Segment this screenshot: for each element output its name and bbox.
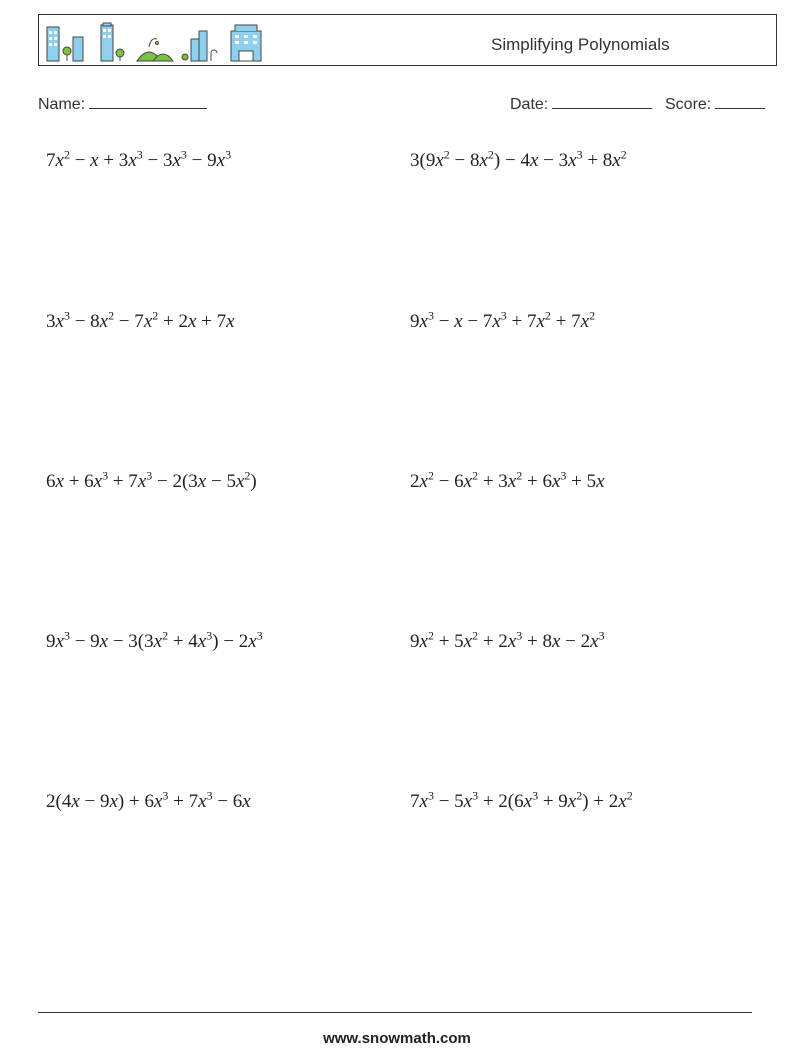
problem-5 bbox=[46, 468, 257, 493]
exponent: 2 bbox=[620, 147, 627, 162]
term-text: + 7 bbox=[550, 311, 581, 332]
term-text: + 7 bbox=[196, 311, 227, 332]
problem-7 bbox=[46, 628, 263, 653]
exponent: 2 bbox=[427, 628, 434, 643]
exponent: 2 bbox=[576, 788, 583, 803]
variable: x bbox=[71, 791, 80, 812]
variable: x bbox=[216, 150, 226, 171]
term-text: + 8 bbox=[582, 150, 613, 171]
problem-10 bbox=[410, 788, 633, 813]
city-buildings-icon bbox=[45, 21, 265, 63]
variable: x bbox=[153, 791, 163, 812]
term-text: 2 bbox=[410, 471, 420, 492]
variable: x bbox=[197, 471, 207, 492]
term-text: 9 bbox=[46, 631, 56, 652]
exponent: 2 bbox=[589, 308, 596, 323]
term-text: − bbox=[69, 150, 91, 171]
term-text: − 9 bbox=[79, 791, 110, 812]
exponent: 3 bbox=[63, 628, 70, 643]
term-text: 9 bbox=[410, 631, 420, 652]
exponent: 3 bbox=[102, 468, 109, 483]
term-text: − 7 bbox=[114, 311, 144, 332]
variable: x bbox=[536, 311, 545, 332]
exponent: 2 bbox=[516, 468, 523, 483]
term-text: + 2(6 bbox=[478, 791, 524, 812]
variable: x bbox=[551, 471, 561, 492]
term-text: + 3 bbox=[478, 471, 508, 492]
variable: x bbox=[419, 791, 428, 812]
exponent: 2 bbox=[472, 628, 479, 643]
term-text: − 9 bbox=[186, 150, 217, 171]
name-label: Name: bbox=[38, 96, 86, 113]
exponent: 2 bbox=[544, 308, 551, 323]
worksheet-title: Simplifying Polynomials bbox=[491, 35, 670, 54]
exponent: 3 bbox=[598, 628, 605, 643]
variable: x bbox=[590, 631, 599, 652]
variable: x bbox=[99, 631, 109, 652]
term-text: − 6 bbox=[212, 791, 243, 812]
variable: x bbox=[187, 311, 197, 332]
exponent: 3 bbox=[180, 147, 187, 162]
term-text: − 2(3 bbox=[152, 471, 198, 492]
term-text: − 8 bbox=[69, 311, 100, 332]
variable: x bbox=[419, 471, 428, 492]
term-text: ) + 2 bbox=[582, 791, 619, 812]
variable: x bbox=[55, 631, 64, 652]
term-text: − 2 bbox=[560, 631, 591, 652]
term-text: 3(9 bbox=[410, 150, 436, 171]
score-label: Score: bbox=[665, 96, 712, 113]
variable: x bbox=[479, 150, 488, 171]
date-blank[interactable] bbox=[552, 94, 652, 109]
variable: x bbox=[55, 471, 64, 492]
worksheet-header bbox=[38, 14, 777, 66]
term-text: − bbox=[433, 311, 455, 332]
exponent: 2 bbox=[443, 147, 450, 162]
problem-2 bbox=[410, 147, 627, 172]
term-text: + 3 bbox=[98, 150, 129, 171]
term-text: + 6 bbox=[522, 471, 552, 492]
term-text: + 7 bbox=[108, 471, 138, 492]
problem-4 bbox=[410, 308, 596, 333]
variable: x bbox=[99, 311, 109, 332]
term-text: + 7 bbox=[168, 791, 199, 812]
term-text: 7 bbox=[410, 791, 420, 812]
variable: x bbox=[172, 150, 181, 171]
term-text: − 8 bbox=[449, 150, 480, 171]
term-text: 7 bbox=[46, 150, 56, 171]
variable: x bbox=[419, 631, 428, 652]
term-text: − 3 bbox=[538, 150, 569, 171]
variable: x bbox=[198, 791, 207, 812]
exponent: 2 bbox=[162, 628, 169, 643]
variable: x bbox=[580, 311, 590, 332]
term-text: − 9 bbox=[69, 631, 100, 652]
term-text: + 5 bbox=[566, 471, 597, 492]
exponent: 3 bbox=[206, 788, 213, 803]
exponent: 2 bbox=[244, 468, 251, 483]
variable: x bbox=[248, 631, 257, 652]
exponent: 2 bbox=[63, 147, 70, 162]
term-text: + 2 bbox=[158, 311, 188, 332]
term-text: 2(4 bbox=[46, 791, 72, 812]
variable: x bbox=[235, 471, 245, 492]
exponent: 3 bbox=[206, 628, 213, 643]
exponent: 3 bbox=[225, 147, 232, 162]
variable: x bbox=[568, 150, 577, 171]
variable: x bbox=[435, 150, 444, 171]
exponent: 2 bbox=[626, 788, 633, 803]
variable: x bbox=[523, 791, 533, 812]
exponent: 3 bbox=[427, 308, 434, 323]
variable: x bbox=[55, 150, 64, 171]
term-text: 9 bbox=[410, 311, 420, 332]
exponent: 2 bbox=[108, 308, 115, 323]
variable: x bbox=[529, 150, 539, 171]
exponent: 2 bbox=[487, 147, 494, 162]
variable: x bbox=[242, 791, 251, 812]
problem-8 bbox=[410, 628, 605, 653]
score-blank[interactable] bbox=[715, 94, 765, 109]
variable: x bbox=[463, 471, 473, 492]
variable: x bbox=[197, 631, 207, 652]
variable: x bbox=[567, 791, 577, 812]
variable: x bbox=[463, 631, 473, 652]
term-text: 6 bbox=[46, 471, 56, 492]
exponent: 3 bbox=[256, 628, 263, 643]
variable: x bbox=[507, 631, 517, 652]
variable: x bbox=[551, 631, 561, 652]
footer-url[interactable]: www.snowmath.com bbox=[323, 1030, 471, 1047]
variable: x bbox=[90, 150, 99, 171]
term-text: ) + 6 bbox=[117, 791, 154, 812]
exponent: 3 bbox=[472, 788, 479, 803]
problem-3 bbox=[46, 308, 235, 333]
exponent: 3 bbox=[500, 308, 507, 323]
exponent: 3 bbox=[63, 308, 70, 323]
term-text: + 7 bbox=[506, 311, 537, 332]
variable: x bbox=[612, 150, 621, 171]
name-blank[interactable] bbox=[89, 94, 207, 109]
term-text: 3 bbox=[46, 311, 56, 332]
term-text: − 3(3 bbox=[108, 631, 154, 652]
date-field[interactable] bbox=[510, 94, 652, 114]
variable: x bbox=[463, 791, 473, 812]
exponent: 3 bbox=[162, 788, 169, 803]
variable: x bbox=[226, 311, 235, 332]
exponent: 2 bbox=[427, 468, 434, 483]
footer-divider bbox=[38, 1012, 752, 1013]
variable: x bbox=[618, 791, 627, 812]
variable: x bbox=[55, 311, 64, 332]
date-label: Date: bbox=[510, 96, 549, 113]
term-text: + 2 bbox=[478, 631, 508, 652]
variable: x bbox=[93, 471, 103, 492]
variable: x bbox=[419, 311, 428, 332]
variable: x bbox=[596, 471, 605, 492]
variable: x bbox=[153, 631, 163, 652]
problem-9 bbox=[46, 788, 251, 813]
exponent: 3 bbox=[516, 628, 523, 643]
problem-6 bbox=[410, 468, 605, 493]
exponent: 3 bbox=[560, 468, 567, 483]
variable: x bbox=[507, 471, 517, 492]
term-text: ) − 4 bbox=[493, 150, 530, 171]
variable: x bbox=[137, 471, 147, 492]
term-text: + 4 bbox=[168, 631, 198, 652]
variable: x bbox=[492, 311, 501, 332]
problem-1 bbox=[46, 147, 232, 172]
term-text: + 8 bbox=[522, 631, 552, 652]
term-text: + 9 bbox=[538, 791, 568, 812]
exponent: 3 bbox=[427, 788, 434, 803]
term-text: − 5 bbox=[433, 791, 464, 812]
term-text: − 7 bbox=[462, 311, 493, 332]
exponent: 2 bbox=[472, 468, 479, 483]
score-field[interactable] bbox=[665, 94, 765, 114]
variable: x bbox=[454, 311, 463, 332]
name-field[interactable] bbox=[38, 94, 207, 114]
term-text: + 5 bbox=[433, 631, 464, 652]
variable: x bbox=[109, 791, 118, 812]
exponent: 3 bbox=[136, 147, 143, 162]
exponent: 3 bbox=[146, 468, 153, 483]
exponent: 2 bbox=[152, 308, 159, 323]
exponent: 3 bbox=[576, 147, 583, 162]
term-text: ) bbox=[250, 471, 257, 492]
term-text: − 5 bbox=[206, 471, 236, 492]
variable: x bbox=[143, 311, 153, 332]
term-text: − 6 bbox=[433, 471, 464, 492]
term-text: + 6 bbox=[63, 471, 94, 492]
term-text: ) − 2 bbox=[212, 631, 249, 652]
variable: x bbox=[128, 150, 137, 171]
term-text: − 3 bbox=[142, 150, 173, 171]
exponent: 3 bbox=[532, 788, 539, 803]
